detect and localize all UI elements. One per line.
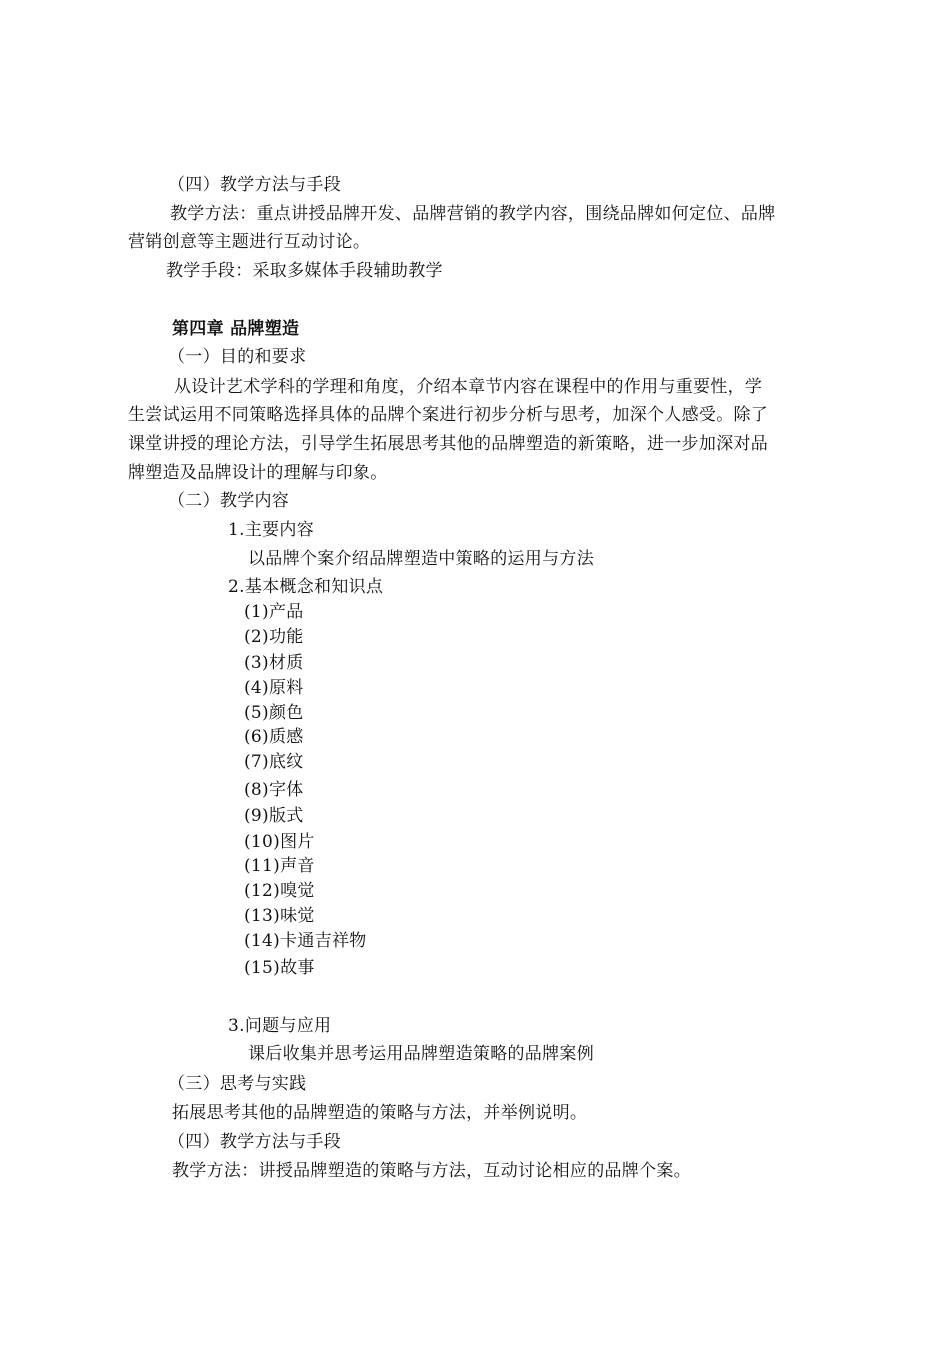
section-title: （一）目的和要求 xyxy=(168,347,307,367)
chapter-heading: 第四章 品牌塑造 xyxy=(172,319,300,339)
paragraph-line: 教学方法：讲授品牌塑造的策略与方法，互动讨论相应的品牌个案。 xyxy=(172,1161,691,1181)
paragraph-line: 营销创意等主题进行互动讨论。 xyxy=(128,232,371,252)
list-item: (4)原料 xyxy=(244,678,304,698)
paragraph-line: 以品牌个案介绍品牌塑造中策略的运用与方法 xyxy=(248,549,594,569)
list-item: (12)嗅觉 xyxy=(244,881,315,901)
list-item: (1)产品 xyxy=(244,602,304,622)
list-item: (15)故事 xyxy=(244,958,315,978)
list-item: (6)质感 xyxy=(244,727,304,747)
list-item: (14)卡通吉祥物 xyxy=(244,931,367,951)
section-title: （四）教学方法与手段 xyxy=(168,175,341,195)
paragraph-line: 生尝试运用不同策略选择具体的品牌个案进行初步分析与思考，加深个人感受。除了 xyxy=(128,405,769,425)
section-title: （二）教学内容 xyxy=(168,491,290,511)
section-title: （三）思考与实践 xyxy=(168,1074,307,1094)
paragraph-line: 教学方法：重点讲授品牌开发、品牌营销的教学内容，围绕品牌如何定位、品牌 xyxy=(170,204,776,224)
paragraph-line: 课堂讲授的理论方法，引导学生拓展思考其他的品牌塑造的新策略，进一步加深对品 xyxy=(128,434,769,454)
subsection-title: 2.基本概念和知识点 xyxy=(228,577,384,597)
list-item: (2)功能 xyxy=(244,627,304,647)
list-item: (7)底纹 xyxy=(244,752,304,772)
paragraph-line: 牌塑造及品牌设计的理解与印象。 xyxy=(128,463,388,483)
list-item: (10)图片 xyxy=(244,832,315,852)
paragraph-line: 教学手段：采取多媒体手段辅助教学 xyxy=(166,261,443,281)
list-item: (11)声音 xyxy=(244,856,315,876)
subsection-title: 3.问题与应用 xyxy=(228,1016,332,1036)
list-item: (9)版式 xyxy=(244,806,304,826)
list-item: (5)颜色 xyxy=(244,703,304,723)
section-title: （四）教学方法与手段 xyxy=(168,1132,341,1152)
list-item: (13)味觉 xyxy=(244,906,315,926)
paragraph-line: 课后收集并思考运用品牌塑造策略的品牌案例 xyxy=(248,1044,594,1064)
list-item: (8)字体 xyxy=(244,780,304,800)
paragraph-line: 拓展思考其他的品牌塑造的策略与方法，并举例说明。 xyxy=(172,1103,588,1123)
paragraph-line: 从设计艺术学科的学理和角度，介绍本章节内容在课程中的作用与重要性，学 xyxy=(174,377,763,397)
subsection-title: 1.主要内容 xyxy=(228,520,315,540)
list-item: (3)材质 xyxy=(244,653,304,673)
